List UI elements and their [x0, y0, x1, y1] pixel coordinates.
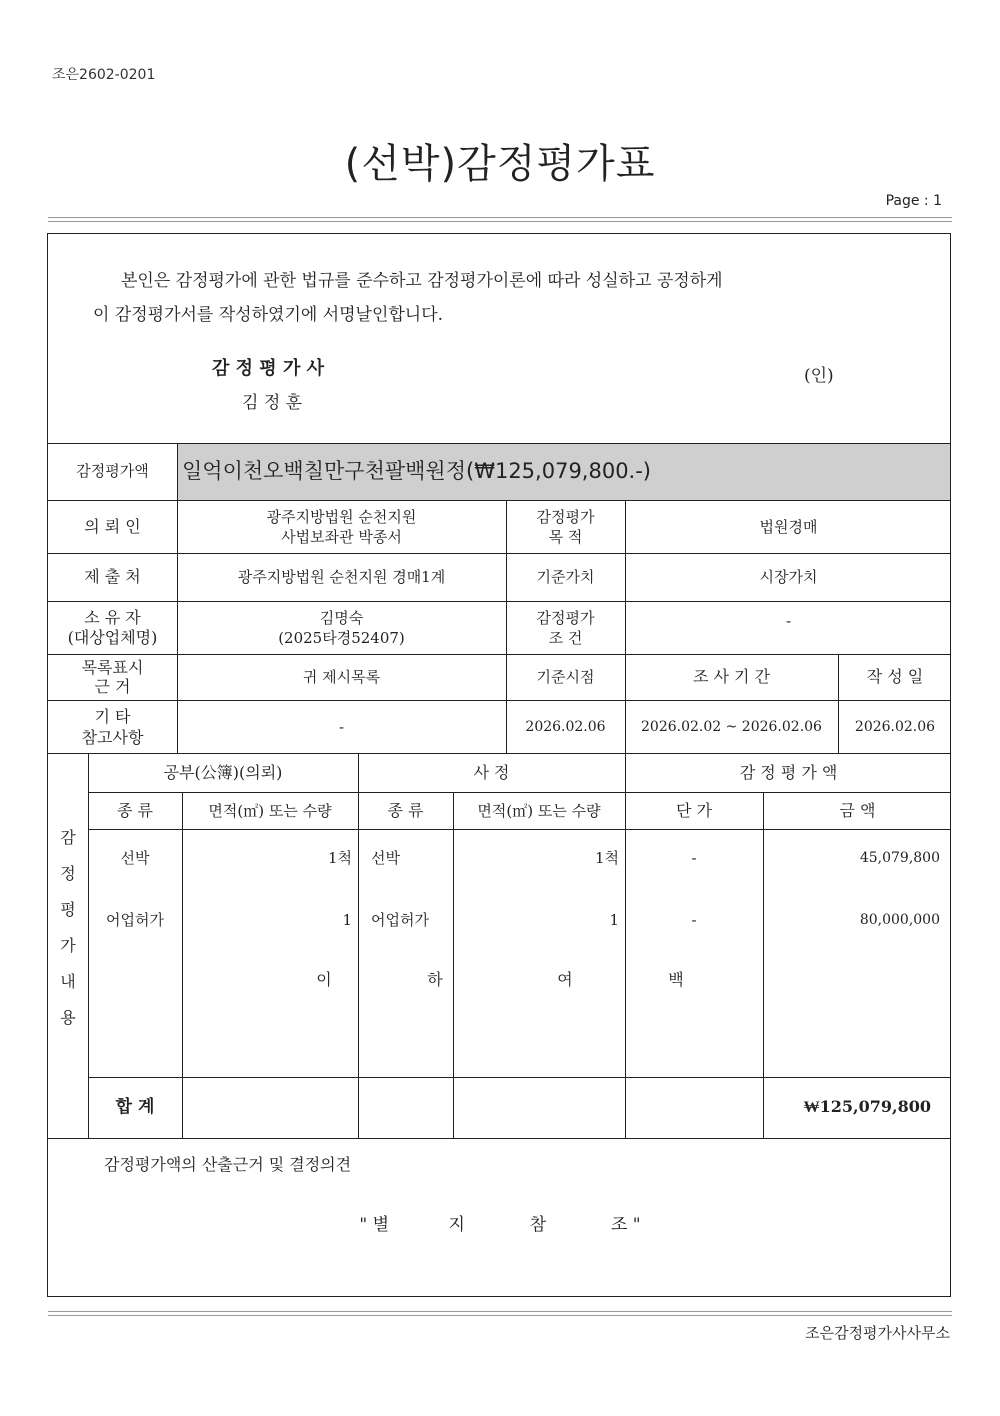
condition-label: 감정평가: [536, 608, 595, 627]
list-basis-label-2: 근 거: [94, 677, 131, 696]
submit-value: 광주지방법원 순천지원 경매1계: [237, 568, 446, 586]
written-date-label: 작 성 일: [866, 667, 924, 686]
row-kind-actual: 어업허가: [371, 911, 429, 929]
divider: [48, 1138, 950, 1139]
group-actual: 사 정: [473, 762, 510, 782]
basis-value: 시장가치: [759, 568, 818, 586]
declaration-line-2: 이 감정평가서를 작성하였기에 서명날인합니다.: [93, 305, 444, 325]
condition-label-2: 조 건: [548, 628, 583, 647]
owner-name: 김명숙: [319, 608, 364, 627]
etc-value: -: [338, 717, 345, 736]
condition-value: -: [785, 612, 792, 630]
blank-mark: 백: [668, 970, 684, 989]
col-area: 면적(㎡) 또는 수량: [208, 801, 332, 820]
side-char: 내: [60, 972, 76, 991]
side-char: 감: [60, 828, 76, 847]
value-text: 일억이천오백칠만구천팔백원정(₩125,079,800.-): [182, 459, 652, 483]
declaration-line-1: 본인은 감정평가에 관한 법규를 준수하고 감정평가이론에 따라 성실하고 공정하게: [121, 271, 723, 291]
col-area-actual: 면적(㎡) 또는 수량: [477, 801, 601, 820]
total-amount: ₩125,079,800: [803, 1097, 931, 1116]
row-unit-price: -: [691, 849, 697, 867]
row-kind: 어업허가: [106, 911, 164, 929]
requester-label: 의 뢰 인: [84, 516, 141, 536]
owner-label: 소 유 자: [84, 607, 141, 627]
document-number: 조은2602-0201: [52, 67, 156, 83]
col-kind-actual: 종 류: [387, 800, 424, 820]
blank-mark: 하: [427, 970, 443, 989]
col-kind: 종 류: [117, 800, 153, 820]
side-char: 가: [60, 936, 76, 955]
purpose-label: 감정평가: [536, 507, 595, 526]
row-kind: 선박: [120, 849, 150, 867]
row-amount: 80,000,000: [859, 912, 940, 928]
col-amount: 금 액: [839, 800, 876, 820]
row-unit-price: -: [691, 911, 697, 929]
etc-label-2: 참고사항: [81, 727, 144, 747]
owner-label-2: (대상업체명): [67, 627, 158, 647]
detail-side-label: [48, 820, 88, 1036]
row-kind-actual: 선박: [371, 849, 400, 867]
list-basis-label: 목록표시: [81, 658, 144, 677]
bottom-divider: [48, 1311, 952, 1316]
row-qty-actual: 1척: [594, 849, 619, 867]
total-label: 합 계: [115, 1097, 155, 1117]
appraiser-title: 감 정 평 가 사: [212, 358, 325, 379]
case-number: (2025타경52407): [278, 628, 405, 647]
requester-court: 광주지방법원 순천지원: [266, 507, 417, 526]
side-char: 용: [60, 1008, 76, 1027]
value-label: 감정평가액: [76, 462, 149, 480]
base-date-value: 2026.02.06: [525, 718, 606, 735]
list-basis-value: 귀 제시목록: [302, 668, 381, 686]
survey-period-label: 조 사 기 간: [692, 667, 771, 686]
blank-mark: 여: [557, 970, 573, 989]
purpose-value: 법원경매: [759, 517, 818, 536]
opinion-reference: " 별 지 참 조 ": [359, 1215, 641, 1235]
etc-label: 기 타: [94, 706, 131, 726]
row-qty: 1척: [327, 849, 352, 867]
page-title: (선박)감정평가표: [344, 141, 656, 187]
requester-officer: 사법보좌관 박종서: [281, 527, 402, 546]
survey-period-value: 2026.02.02 ~ 2026.02.06: [641, 718, 822, 735]
page-number: Page : 1: [885, 193, 942, 209]
purpose-label-2: 목 적: [548, 527, 583, 546]
basis-label: 기준가치: [536, 568, 595, 586]
col-unit-price: 단 가: [676, 800, 712, 820]
side-char: 정: [60, 864, 76, 883]
row-qty: 1: [342, 911, 352, 929]
divider: [453, 792, 454, 1138]
group-appraisal: 감 정 평 가 액: [739, 762, 838, 782]
opinion-heading: 감정평가액의 산출근거 및 결정의견: [104, 1155, 352, 1174]
top-divider: [48, 217, 952, 222]
divider: [182, 792, 183, 1138]
side-char: 평: [60, 900, 76, 919]
seal-mark: (인): [804, 366, 834, 386]
submit-label: 제 출 처: [84, 567, 141, 586]
written-date-value: 2026.02.06: [854, 718, 936, 735]
office-name: 조은감정평가사사무소: [805, 1324, 950, 1342]
appraiser-name: 김 정 훈: [242, 393, 303, 413]
row-amount: 45,079,800: [859, 850, 940, 866]
declaration: [93, 264, 913, 332]
group-public-record: 공부(公簿)(의뢰): [163, 762, 283, 782]
blank-mark: 이: [316, 970, 332, 989]
divider: [88, 829, 950, 830]
row-qty-actual: 1: [609, 911, 619, 929]
base-date-label: 기준시점: [536, 668, 595, 686]
